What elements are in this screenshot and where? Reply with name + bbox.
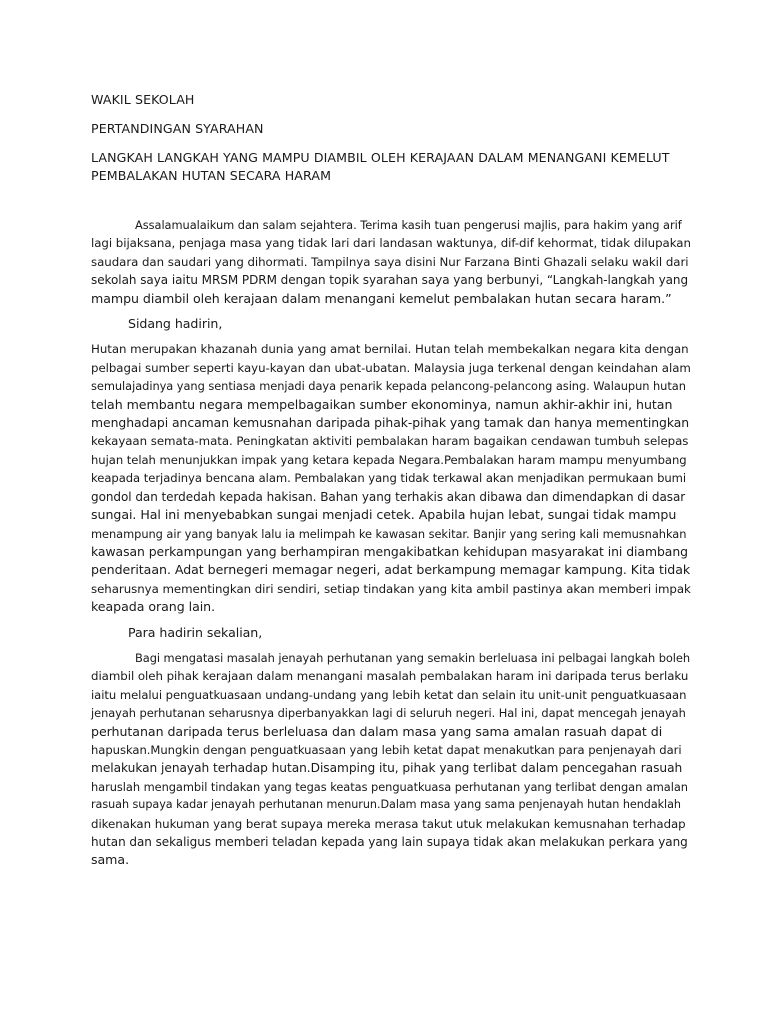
paragraph-line: saudara dan saudari yang dihormati. Tampilnya saya disini Nur Farzana Binti Ghazali selaku wakil dari [91, 254, 689, 269]
document-body [91, 91, 691, 870]
paragraph-line: lagi bijaksana, penjaga masa yang tidak lari dari landasan waktunya, dif-dif kehormat, tidak dilupakan [91, 236, 691, 251]
paragraph-line: menampung air yang banyak lalu ia melimpah ke kawasan sekitar. Banjir yang sering kali memusnahkan [91, 526, 687, 541]
paragraph-line: hutan dan sekaligus memberi teladan kepada yang lain supaya tidak akan melakukan perkara yang [91, 835, 688, 849]
greeting-para-hadirin: Para hadirin sekalian, [128, 624, 263, 640]
paragraph-line: sama. [91, 852, 130, 868]
paragraph-line: rasuah supaya kadar jenayah perhutanan menurun.Dalam masa yang sama penjenayah hutan hendaklah [91, 798, 681, 812]
paragraph-line: dikenakan hukuman yang berat supaya mereka merasa takut utuk melakukan kemusnahan terhadap [91, 816, 686, 831]
paragraph-line: penderitaan. Adat bernegeri memagar negeri, adat berkampung memagar kampung. Kita tidak [91, 562, 691, 578]
paragraph-line: gondol dan terdedah kepada hakisan. Bahan yang terhakis akan dibawa dan dimendapkan di dasar [91, 489, 686, 504]
paragraph-line: kawasan perkampungan yang berhampiran mengakibatkan kehidupan masyarakat ini diambang [91, 543, 688, 559]
intro-paragraph [91, 216, 691, 308]
paragraph-line: seharusnya mementingkan diri sendiri, setiap tindakan yang kita ambil pastinya akan memberi impak [91, 581, 691, 596]
speech-title-line: LANGKAH LANGKAH YANG MAMPU DIAMBIL OLEH KERAJAAN DALAM MENANGANI KEMELUT [91, 150, 670, 165]
paragraph-line: mampu diambil oleh kerajaan dalam menangani kemelut pembalakan hutan secara haram.” [91, 290, 672, 306]
paragraph-line: Hutan merupakan khazanah dunia yang amat bernilai. Hutan telah membekalkan negara kita dengan [91, 342, 689, 357]
paragraph-line: pelbagai sumber seperti kayu-kayan dan ubat-ubatan. Malaysia juga terkenal dengan keindahan alam [91, 360, 691, 375]
paragraph-line: haruslah mengambil tindakan yang tegas keatas penguatkuasa perhutanan yang terlibat dengan amalan [91, 779, 688, 794]
paragraph-line: sungai. Hal ini menyebabkan sungai menjadi cetek. Apabila hujan lebat, sungai tidak mampu [91, 507, 677, 523]
body-paragraph-1 [91, 340, 691, 616]
paragraph-line: hapuskan.Mungkin dengan penguatkuasaan yang lebih ketat dapat menakutkan para penjenayah dari [91, 742, 682, 757]
paragraph-line: hujan telah menunjukkan impak yang ketara kepada Negara.Pembalakan haram mampu menyumbang [91, 452, 687, 467]
body-paragraph-2 [91, 649, 691, 870]
paragraph-line: telah membantu negara mempelbagaikan sumber ekonominya, namun akhir-akhir ini, hutan [91, 396, 673, 412]
speech-title-line: PEMBALAKAN HUTAN SECARA HARAM [91, 168, 332, 183]
paragraph-line: jenayah perhutanan seharusnya diperbanyakkan lagi di seluruh negeri. Hal ini, dapat mencegah jenayah [91, 706, 686, 721]
paragraph-line: sekolah saya iaitu MRSM PDRM dengan topik syarahan saya yang berbunyi, “Langkah-langkah yang [91, 273, 689, 288]
paragraph-line: semulajadinya yang sentiasa menjadi daya penarik kepada pelancong-pelancong asing. Walaupun hutan [91, 379, 686, 394]
greeting-sidang-hadirin: Sidang hadirin, [128, 316, 223, 332]
paragraph-line: keapada orang lain. [91, 599, 216, 615]
paragraph-line: menghadapi ancaman kemusnahan daripada pihak-pihak yang tamak dan hanya mementingkan [91, 415, 690, 431]
paragraph-line: diambil oleh pihak kerajaan dalam menangani masalah pembalakan haram ini daripada terus berlaku [91, 669, 689, 684]
paragraph-line: Bagi mengatasi masalah jenayah perhutanan yang semakin berleluasa ini pelbagai langkah boleh [135, 650, 691, 665]
paragraph-line: iaitu melalui penguatkuasaan undang-undang yang lebih ketat dan selain itu unit-unit penguatkuasaan [91, 687, 687, 702]
paragraph-line: keapada terjadinya bencana alam. Pembalakan yang tidak terkawal akan menjadikan permukaan bumi [91, 471, 687, 486]
competition-label: PERTANDINGAN SYARAHAN [91, 121, 264, 136]
paragraph-line: melakukan jenayah terhadap hutan.Disamping itu, pihak yang terlibat dalam pencegahan rasuah [91, 761, 683, 776]
paragraph-line: Assalamualaikum dan salam sejahtera. Terima kasih tuan pengerusi majlis, para hakim yang arif [135, 218, 682, 232]
school-label: WAKIL SEKOLAH [91, 92, 195, 107]
speech-title [91, 149, 691, 185]
paragraph-line: perhutanan daripada terus berleluasa dan dalam masa yang sama amalan rasuah dapat di [91, 723, 663, 739]
paragraph-line: kekayaan semata-mata. Peningkatan aktiviti pembalakan haram bagaikan cendawan tumbuh selepas [91, 434, 689, 449]
